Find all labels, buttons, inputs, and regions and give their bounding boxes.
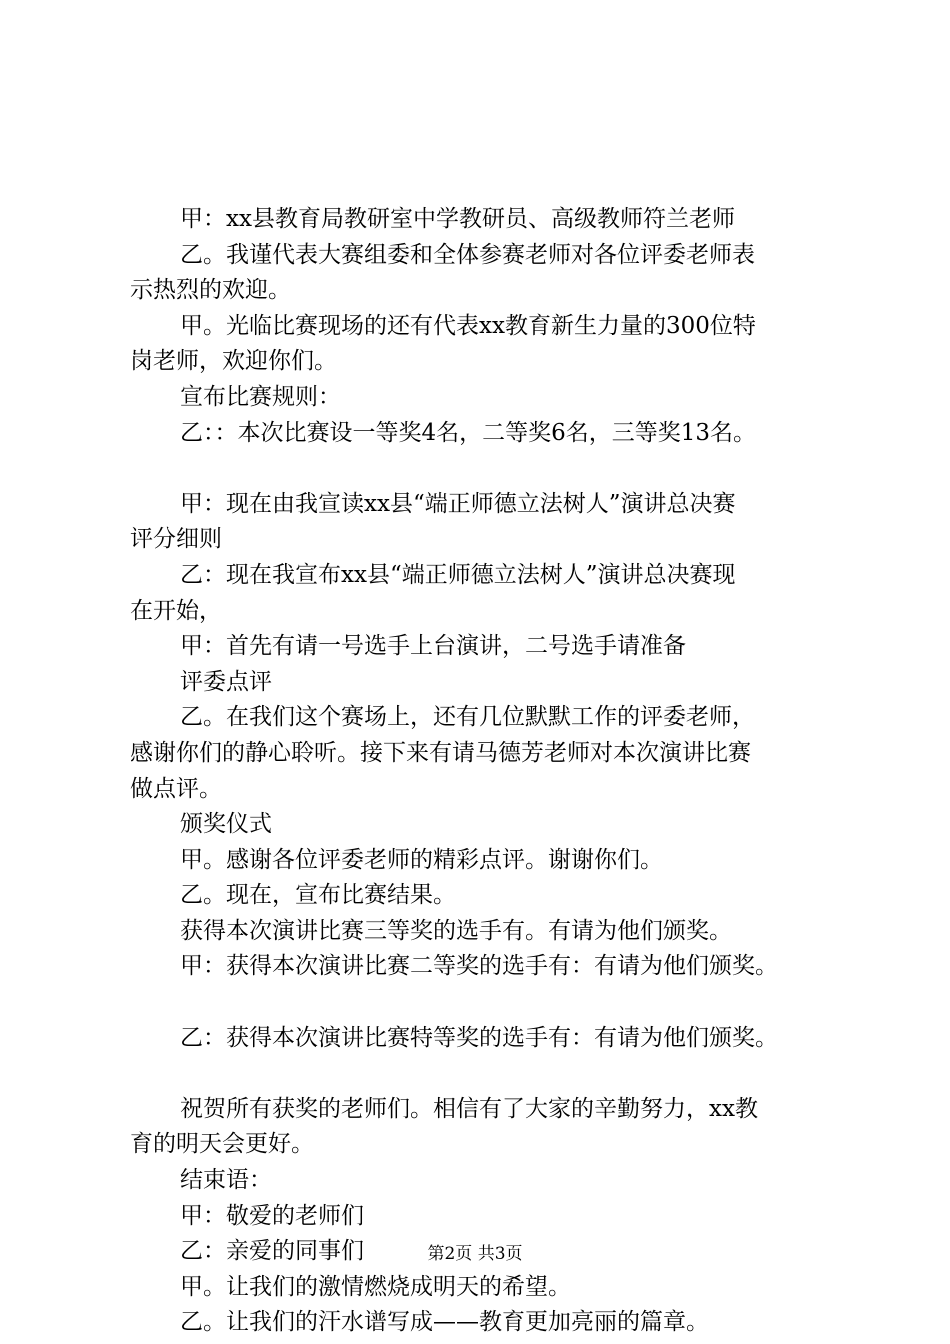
- section-heading: 评委点评: [180, 668, 272, 695]
- paragraph-line: 乙。在我们这个赛场上，还有几位默默工作的评委老师，: [180, 704, 755, 731]
- section-heading: 结束语：: [180, 1167, 272, 1194]
- paragraph-line: 乙。我谨代表大赛组委和全体参赛老师对各位评委老师表: [180, 241, 755, 268]
- paragraph-line: 甲：xx县教育局教研室中学教研员、高级教师符兰老师: [180, 206, 735, 232]
- paragraph-line: 甲。感谢各位评委老师的精彩点评。谢谢你们。: [180, 846, 663, 873]
- paragraph-line: 甲。让我们的激情燃烧成明天的希望。: [180, 1273, 571, 1300]
- paragraph-line: 乙：现在我宣布xx县“端正师德立法树人”演讲总决赛现: [180, 561, 736, 588]
- paragraph-line: 育的明天会更好。: [130, 1131, 314, 1158]
- paragraph-line: 乙：获得本次演讲比赛特等奖的选手有：有请为他们颁奖。: [180, 1024, 778, 1051]
- paragraph-line: 甲。光临比赛现场的还有代表xx教育新生力量的300位特: [180, 312, 756, 339]
- paragraph-line: 获得本次演讲比赛三等奖的选手有。有请为他们颁奖。: [180, 917, 732, 944]
- page-footer: 第2页 共3页: [427, 1244, 523, 1264]
- paragraph-line: 岗老师，欢迎你们。: [130, 348, 337, 375]
- paragraph-line: 在开始，: [130, 597, 222, 624]
- document-body: [130, 202, 830, 1341]
- paragraph-line: 感谢你们的静心聆听。接下来有请马德芳老师对本次演讲比赛: [130, 739, 751, 766]
- paragraph-line: 甲：首先有请一号选手上台演讲，二号选手请准备: [180, 633, 686, 660]
- paragraph-line: 祝贺所有获奖的老师们。相信有了大家的辛勤努力，xx教: [180, 1095, 758, 1122]
- paragraph-line: 甲：敬爱的老师们: [180, 1202, 364, 1229]
- blank-line: [130, 985, 830, 1021]
- blank-line: [130, 1056, 830, 1092]
- paragraph-line: 乙。现在，宣布比赛结果。: [180, 882, 456, 909]
- section-heading: 颁奖仪式: [180, 811, 272, 838]
- paragraph-line: 甲：获得本次演讲比赛二等奖的选手有：有请为他们颁奖。: [180, 953, 778, 980]
- paragraph-line: 乙。让我们的汗水谱写成——教育更加亮丽的篇章。: [180, 1309, 709, 1336]
- paragraph-line: 做点评。: [130, 775, 222, 802]
- paragraph-line: 评分细则: [130, 526, 222, 553]
- section-heading: 宣布比赛规则：: [180, 383, 341, 410]
- paragraph-line: 乙：亲爱的同事们: [180, 1238, 364, 1265]
- blank-line: [130, 451, 830, 487]
- paragraph-line: 甲：现在由我宣读xx县“端正师德立法树人”演讲总决赛: [180, 490, 736, 517]
- paragraph-line: 乙：：本次比赛设一等奖4名，二等奖6名，三等奖13名。: [180, 419, 757, 446]
- paragraph-line: 示热烈的欢迎。: [130, 277, 291, 304]
